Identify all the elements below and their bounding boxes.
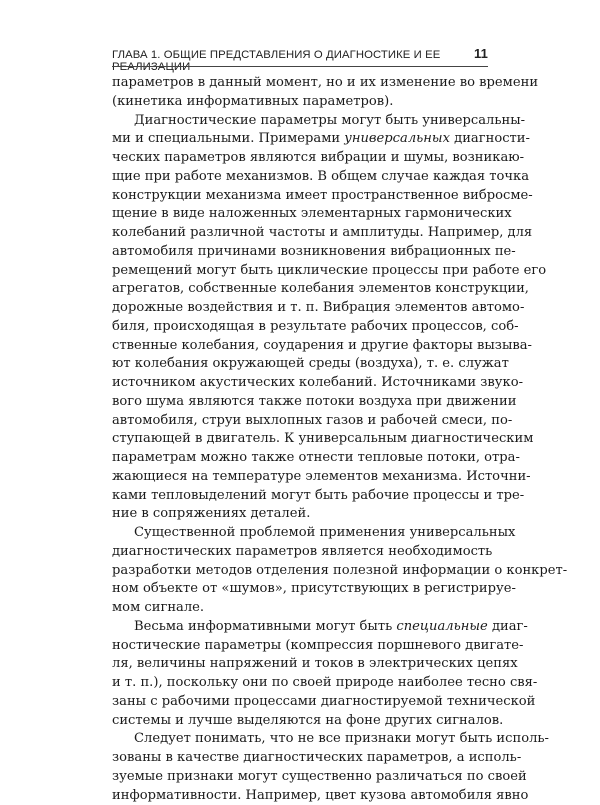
text-line: и т. п.), поскольку они по своей природе наиболее тесно свя- <box>112 674 488 693</box>
text-line: жающиеся на температуре элементов механизма. Источни- <box>112 468 488 487</box>
text-line: зуемые признаки могут существенно различаться по своей <box>112 768 488 787</box>
text-line: вого шума являются также потоки воздуха при движении <box>112 393 488 412</box>
text-line: Весьма информативными могут быть специальные диаг- <box>112 618 488 637</box>
text-line: зованы в качестве диагностических параметров, а исполь- <box>112 749 488 768</box>
text-line: мом сигнале. <box>112 599 488 618</box>
italic-term: универсальных <box>344 131 450 146</box>
text-line: (кинетика информативных параметров). <box>112 93 488 112</box>
text-line: ля, величины напряжений и токов в электрических цепях <box>112 655 488 674</box>
text-line: ственные колебания, соударения и другие факторы вызыва- <box>112 337 488 356</box>
paragraph <box>112 112 488 525</box>
text-line: параметров в данный момент, но и их изменение во времени <box>112 74 488 93</box>
text-line: диагностических параметров является необходимость <box>112 543 488 562</box>
chapter-title: ГЛАВА 1. ОБЩИЕ ПРЕДСТАВЛЕНИЯ О ДИАГНОСТИКЕ И ЕЕ РЕАЛИЗАЦИИ <box>112 49 474 73</box>
paragraph <box>112 524 488 618</box>
text-line: Диагностические параметры могут быть универсальны- <box>112 112 488 131</box>
paragraph <box>112 74 488 112</box>
italic-term: специальные <box>396 619 487 634</box>
text-line: источником акустических колебаний. Источниками звуко- <box>112 374 488 393</box>
text-line: ступающей в двигатель. К универсальным диагностическим <box>112 430 488 449</box>
text-line: информативности. Например, цвет кузова автомобиля явно <box>112 787 488 805</box>
text-line: биля, происходящая в результате рабочих процессов, соб- <box>112 318 488 337</box>
text-line: ние в сопряжениях деталей. <box>112 505 488 524</box>
text-line: конструкции механизма имеет пространственное вибросме- <box>112 187 488 206</box>
paragraph <box>112 618 488 731</box>
text-line: дорожные воздействия и т. п. Вибрация элементов автомо- <box>112 299 488 318</box>
text-line: ремещений могут быть циклические процессы при работе его <box>112 262 488 281</box>
text-line: Следует понимать, что не все признаки могут быть исполь- <box>112 730 488 749</box>
page-number: 11 <box>474 46 488 61</box>
text-line: системы и лучше выделяются на фоне других сигналов. <box>112 712 488 731</box>
body-text <box>112 74 488 805</box>
paragraph <box>112 730 488 805</box>
text-line: разработки методов отделения полезной информации о конкрет- <box>112 562 488 581</box>
text-line: параметрам можно также отнести тепловые потоки, отра- <box>112 449 488 468</box>
header-rule <box>112 66 488 67</box>
text-line: агрегатов, собственные колебания элементов конструкции, <box>112 280 488 299</box>
text-line: колебаний различной частоты и амплитуды. Например, для <box>112 224 488 243</box>
text-line: ном объекте от «шумов», присутствующих в регистрируе- <box>112 580 488 599</box>
text-line: автомобиля причинами возникновения вибрационных пе- <box>112 243 488 262</box>
text-line: автомобиля, струи выхлопных газов и рабочей смеси, по- <box>112 412 488 431</box>
text-line: щение в виде наложенных элементарных гармонических <box>112 205 488 224</box>
text-line: ческих параметров являются вибрации и шумы, возникаю- <box>112 149 488 168</box>
text-line: Существенной проблемой применения универсальных <box>112 524 488 543</box>
running-header <box>112 46 488 73</box>
text-line: заны с рабочими процессами диагностируемой технической <box>112 693 488 712</box>
text-line: ками тепловыделений могут быть рабочие процессы и тре- <box>112 487 488 506</box>
text-line: ми и специальными. Примерами универсальных диагности- <box>112 130 488 149</box>
text-line: ностические параметры (компрессия поршневого двигате- <box>112 637 488 656</box>
text-line: щие при работе механизмов. В общем случае каждая точка <box>112 168 488 187</box>
text-line: ют колебания окружающей среды (воздуха), т. е. служат <box>112 355 488 374</box>
